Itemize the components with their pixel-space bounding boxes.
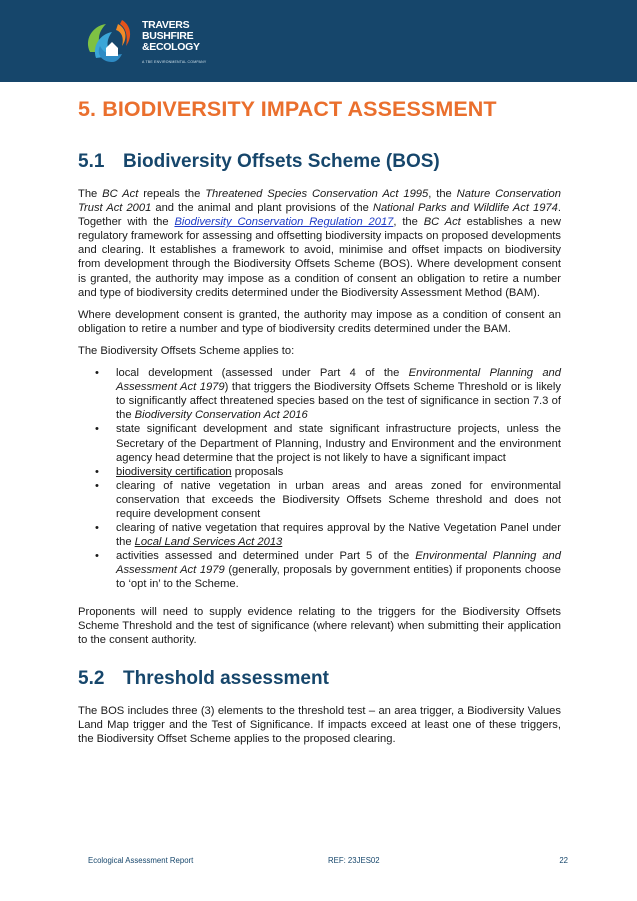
page-header-bar: [0, 0, 637, 82]
list-item: • biodiversity certification proposals: [95, 465, 284, 478]
paragraph-consent: Where development consent is granted, the authority may impose as a condition of consent an obligation to retire a number and type of biodiversity credits determined under the BAM.: [78, 308, 561, 335]
logo-emblem-icon: [82, 18, 140, 68]
bullet-icon: •: [95, 522, 99, 535]
paragraph-applies-to: The Biodiversity Offsets Scheme applies to:: [78, 344, 295, 357]
list-item: • local development (assessed under Part 4 of the Environmental Planning and Assessment Act 1979) that triggers the Biodiversity Offsets Scheme Threshold or is likely to significantly affect threatened species based on the test of significance in section 7.3 of the Biodiversity Conservation Act 2016: [95, 367, 561, 422]
footer-page-number: 22: [559, 856, 568, 865]
logo-wordmark: [142, 20, 200, 53]
list-item: • clearing of native vegetation that requires approval by the Native Vegetation Panel under the Local Land Services Act 2013: [95, 522, 561, 549]
company-logo: [82, 18, 222, 68]
local-land-services-act-link[interactable]: Local Land Services Act 2013: [134, 536, 283, 549]
bullet-icon: •: [95, 367, 99, 380]
page-content: [78, 95, 561, 746]
section-5-2-heading: [78, 667, 561, 691]
logo-line-1: TRAVERS: [142, 19, 190, 31]
logo-line-2: BUSHFIRE: [142, 30, 194, 42]
bullet-icon: •: [95, 423, 99, 436]
bullet-icon: •: [95, 550, 99, 563]
section-number: 5.1: [78, 151, 105, 172]
paragraph-threshold: The BOS includes three (3) elements to the threshold test – an area trigger, a Biodiversity Values Land Map trigger and the Test of Significance. If impacts exceed at least one of these triggers, the Biodiversity Offset Scheme applies to the proposed clearing.: [78, 704, 561, 745]
chapter-title: 5. BIODIVERSITY IMPACT ASSESSMENT: [78, 97, 497, 121]
section-number: 5.2: [78, 667, 105, 689]
footer-document-title: Ecological Assessment Report: [88, 856, 194, 865]
logo-line-3: &ECOLOGY: [142, 41, 200, 53]
bullet-icon: •: [95, 479, 99, 492]
regulation-link[interactable]: Biodiversity Conservation Regulation 2017: [174, 216, 394, 229]
list-item: • state significant development and state significant infrastructure projects, unless the Secretary of the Department of Planning, Industry and Environment and the environment agency head determine that the project is not likely to have a significant impact: [95, 423, 561, 464]
applies-to-list: [78, 366, 561, 592]
section-title: Threshold assessment: [123, 667, 329, 689]
list-item: • activities assessed and determined under Part 5 of the Environmental Planning and Assessment Act 1979 (generally, proposals by government entities) if proponents choose to ‘opt in’ to the Scheme.: [95, 550, 561, 591]
section-title: Biodiversity Offsets Scheme (BOS): [123, 151, 440, 172]
paragraph-proponents: Proponents will need to supply evidence relating to the triggers for the Biodiversity Offsets Scheme Threshold and the test of significance (where relevant) when submitting their application to the consent authority.: [78, 605, 561, 646]
section-5-1-heading: [78, 150, 561, 174]
bullet-icon: •: [95, 465, 99, 478]
biodiversity-certification-link[interactable]: biodiversity certification: [116, 465, 232, 478]
footer-reference: REF: 23JES02: [328, 856, 380, 865]
logo-tagline: A TBE ENVIRONMENTAL COMPANY: [142, 60, 207, 64]
paragraph-bc-act: The BC Act repeals the Threatened Species Conservation Act 1995, the Nature Conservation Trust Act 2001 and the animal and plant provisions of the National Parks and Wildlife Act 1974. Together with the Biodiversity Conservation Regulation 2017, the BC Act establishes a new regulatory framework for assessing and offsetting biodiversity impacts on proposed developments and clearing. It establishes a framework to avoid, minimise and offset impacts on biodiversity from development through the Biodiversity Offsets Scheme (BOS). Where development consent is granted, the authority may impose as a condition of consent an obligation to retire a number and type of biodiversity credits determined under the Biodiversity Assessment Method (BAM).: [78, 188, 562, 299]
list-item: • clearing of native vegetation in urban areas and areas zoned for environmental conservation that exceeds the Biodiversity Offsets Scheme threshold and does not require development consent: [95, 479, 561, 520]
